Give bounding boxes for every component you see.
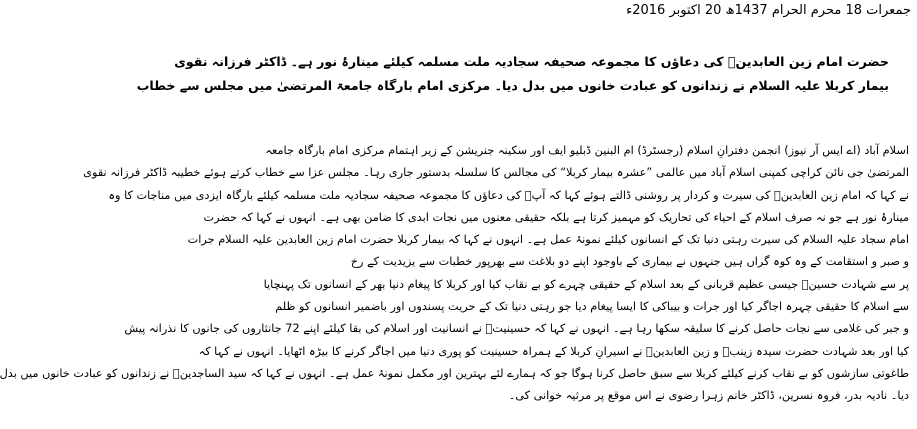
article-line-9: و جبر کی غلامی سے نجات حاصل کرنے کا سلیقہ سکھا رہا ہے۔ انہوں نے کہا کہ حسینیتؑ نے انسانیت اور اسلام کی بقا کیلئے اپنے 72 جانثاروں کی جانوں کا نذرانہ پیش	[124, 322, 909, 336]
article-line-6: و صبر و استقامت کے وہ کوہ گراں ہیں جنہوں نے بیماری کے باوجود اپنے دو بلاغت سے بھرپور خطبات سے یزیدیت کے رخ	[350, 255, 909, 269]
article-line-7: پر سے شہادت حسینؑ جیسی عظیم قربانی کے بعد اسلام کے حقیقی چہرے کو بے نقاب کیا اور کربلا کا پیغام دنیا بھر کے انسانوں تک پہنچایا	[263, 277, 909, 291]
article-line-12: دیا۔ نادیہ بدر، فروہ نسرین، ڈاکٹر خانم زہرا رضوی نے اس موقع پر مرثیہ خوانی کی۔	[508, 389, 909, 403]
article-line-1: اسلام آباد (اے ایس آر نیوز) انجمن دفترانِ اسلام (رجسٹرڈ) ام البنین ڈبلیو ایف اور سکینہ جنریشن کے زیر اہتمام مرکزی امام بارگاہ جامعہ	[265, 144, 909, 157]
article-line-4: مینارۂ نور ہے جو نہ صرف اسلام کے احیاء کی تحاریک کو مہمیز کرتا ہے بلکہ حقیقی معنوں میں نجات ابدی کا ضامن بھی ہے۔ انہوں نے کہا کہ حضرت	[203, 210, 909, 224]
article-line-3: نے کہا کہ امام زین العابدینؑ کی سیرت و کردار پر روشنی ڈالتے ہوئے کہا کہ آپؑ کی دعاؤں کا مجموعہ صحیفہ سجادیہ ملت مسلمہ کیلئے بارگاہ ایزدی میں مناجات کا وہ	[108, 188, 909, 202]
article-line-8: سے اسلام کا حقیقی چہرہ اجاگر کیا اور جرات و بیباکی کا ایسا پیغام دیا جو رہتی دنیا تک کے حریت پسندوں اور باضمیر انسانوں کو ظلم	[275, 300, 909, 314]
headline-line-1: حضرت امام زین العابدینؑ کی دعاؤں کا مجموعہ صحیفہ سجادیہ ملت مسلمہ کیلئے مینارۂ نور ہے۔ ڈاکٹر فرزانہ نقوی	[174, 54, 889, 69]
article-line-11: طاغوتی سازشوں کو بے نقاب کرنے کیلئے کربلا سے سبق حاصل کرنا ہوگا جو کہ ہمارے لئے بہترین اور مکمل نمونۂ عمل ہے۔ انہوں نے کہا کہ سید الساجدینؑ نے زندانوں کو عبادت خانوں میں بدل	[0, 366, 909, 380]
article-body	[0, 140, 909, 408]
headline	[136, 50, 889, 98]
article-line-2: المرتضیٰ جی نائن کراچی کمپنی اسلام آباد میں عالمی ”عشرہ بیمار کربلا“ کی مجالس کا سلسلہ بدستور جاری رہا۔ مجلس عزا سے خطاب کرتے ہوئے خطیبہ ڈاکٹر فرزانہ نقوی	[83, 166, 909, 180]
headline-line-2: بیمار کربلا علیہ السلام نے زندانوں کو عبادت خانوں میں بدل دیا۔ مرکزی امام بارگاہ جامعۃ المرتضیٰ میں مجلس سے خطاب	[136, 78, 889, 93]
dateline: جمعرات 18 محرم الحرام 1437ھ 20 اکتوبر 2016ء	[626, 3, 911, 18]
article-line-10: کیا اور بعد شہادت حضرت سیدہ زینبؑ و زین العابدینؑ نے اسیرانِ کربلا کے ہمراہ حسینیت کو پوری دنیا میں اجاگر کرنے کا بیڑہ اٹھایا۔ انہوں نے کہا کہ	[198, 344, 909, 358]
article-line-5: امام سجاد علیہ السلام کی سیرت رہتی دنیا تک کے انسانوں کیلئے نمونۂ عمل ہے۔ انہوں نے کہا کہ بیمار کربلا حضرت امام زین العابدین علیہ السلام جرات	[187, 233, 909, 247]
